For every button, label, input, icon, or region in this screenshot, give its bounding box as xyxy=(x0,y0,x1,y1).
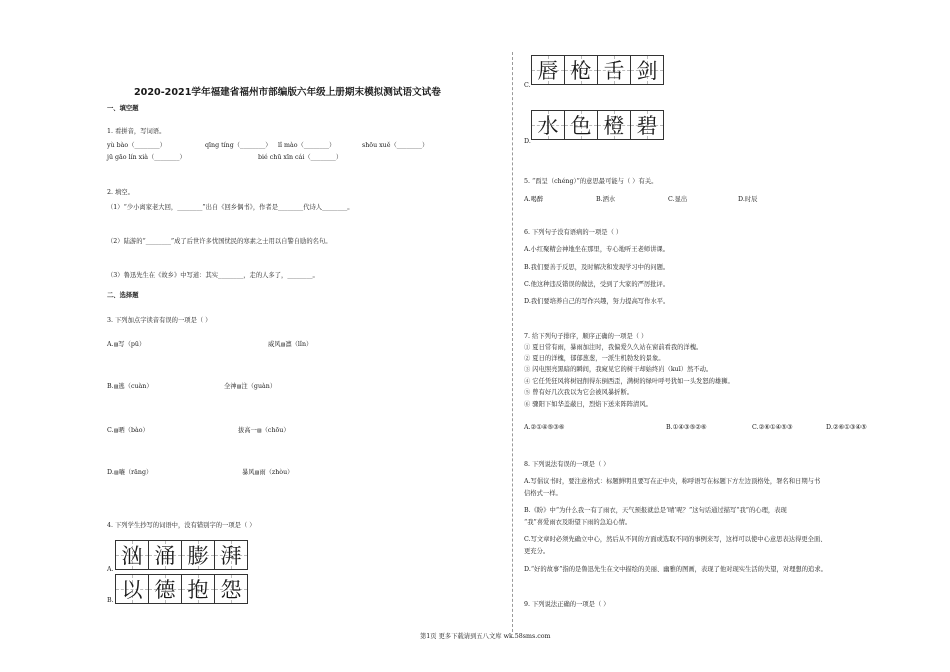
page-footer: 第1页 更多下载请到五八文库 wk.58sms.com xyxy=(420,633,551,640)
q5-option: B.洒水 xyxy=(596,196,616,203)
q1-item: bié chū xīn cái（________） xyxy=(258,154,343,161)
q6-option: A.小红聚精会神地坐在那里，专心地听王老师讲课。 xyxy=(524,246,670,253)
q5-option: C.显出 xyxy=(668,196,688,203)
q7-sentence: ② 夏日的洋槐，郁郁葱葱，一派生机勃发的景象。 xyxy=(524,355,665,362)
q3-option-a: A.▨写（pū） xyxy=(107,341,146,348)
q4-option-b-label: B. xyxy=(107,597,114,604)
q4-option-d-grid xyxy=(531,110,664,140)
hanzi-cell: 汹 xyxy=(116,541,149,569)
q2-sub-1: （1）“少小离家老大回，________”出自《回乡偶书》，作者是________代诗人________。 xyxy=(107,204,354,211)
q7-sentence: ⑥ 骤阳下如华盖蔽日，烈焰下送来阵阵清风。 xyxy=(524,401,652,408)
q4-option-a-label: A. xyxy=(107,566,114,573)
q3-option-d: D.▨嚷（rāng） xyxy=(107,469,153,476)
q1-item: shōu xuě（________） xyxy=(362,142,429,149)
q4-option-c-label: C. xyxy=(524,82,531,89)
q8-line: 更充分。 xyxy=(524,548,550,555)
hanzi-cell: 碧 xyxy=(631,111,663,139)
q7-stem: 7. 给下列句子排序，顺序正确的一项是（ ） xyxy=(524,333,648,340)
q3-option-d-pair: 暴风▨雨（zhòu） xyxy=(242,469,294,476)
q8-line: D.“好的故事”指的是鲁迅先生在文中描绘的美丽、幽雅的图画，表现了他对现实生活的失望，对理想的追求。 xyxy=(524,566,827,573)
hanzi-cell: 涌 xyxy=(149,541,182,569)
q7-option: C.②⑥①④⑤③ xyxy=(752,424,793,431)
hanzi-cell: 唇 xyxy=(532,56,565,84)
hanzi-cell: 色 xyxy=(565,111,598,139)
q6-option: C.他这种违反错误的做法，受到了大家的严厉批评。 xyxy=(524,281,670,288)
q8-line: A.写倡议书时，要注意格式：标题鲜明且要写在正中央，称呼语写在标题下方左边顶格处，署名和日期与书 xyxy=(524,478,821,485)
q8-stem: 8. 下列说法有误的一项是（ ） xyxy=(524,461,610,468)
q6-option: B.我们要善于反思，及时解决和发现学习中的问题。 xyxy=(524,264,670,271)
section-choice-heading: 二、选择题 xyxy=(107,292,139,299)
q7-sentence: ④ 它任凭狂风将树冠削得东倒西歪，满树的绿叶呼号犹如一头发怒的雄狮。 xyxy=(524,378,734,385)
q3-option-b: B.▨逃（cuàn） xyxy=(107,383,153,390)
q4-option-b-grid xyxy=(115,574,248,604)
q1-item: jū gāo lín xià（________） xyxy=(107,154,186,161)
q3-option-c-pair: 拔高一▨（chōu） xyxy=(238,427,290,434)
right-column xyxy=(524,0,886,672)
q8-line: 信格式一样。 xyxy=(524,490,562,497)
q2-sub-2: （2）陆游的“________”成了后世许多忧国忧民的寒素之士用以自警自励的名句。 xyxy=(107,238,332,245)
q4-stem: 4. 下列学生抄写的词语中，没有错别字的一项是（ ） xyxy=(107,522,256,529)
hanzi-cell: 橙 xyxy=(598,111,631,139)
q1-item: yù bào（________） xyxy=(107,142,166,149)
q6-stem: 6. 下列句子没有语病的一项是（ ） xyxy=(524,229,623,236)
page-title: 2020-2021学年福建省福州市部编版六年级上册期末模拟测试语文试卷 xyxy=(134,87,441,98)
q1-item: lǐ mào（________） xyxy=(278,142,336,149)
q8-line: C.写文章时必须先确立中心，然后从不同的方面或选取不同的事例来写，这样可以使中心意思表达得更全面、 xyxy=(524,536,827,543)
q8-line: B.《盼》中“为什么我一有了雨衣，天气预报就总是‘晴’呢？”这句话通过描写“我”的心理，表现 xyxy=(524,507,787,514)
hanzi-cell: 水 xyxy=(532,111,565,139)
q4-option-a-grid xyxy=(115,540,248,570)
left-column xyxy=(104,0,504,672)
q2-sub-3: （3）鲁迅先生在《故乡》中写道：其实________，走的人多了，________。 xyxy=(107,272,319,279)
q4-option-c-grid xyxy=(531,55,664,85)
hanzi-cell: 膨 xyxy=(182,541,215,569)
q2-stem: 2. 填空。 xyxy=(107,189,134,196)
hanzi-cell: 以 xyxy=(116,575,149,603)
hanzi-cell: 怨 xyxy=(215,575,247,603)
q3-option-a-pair: 威风▨凛（lǐn） xyxy=(268,341,313,348)
q1-stem: 1. 看拼音，写词语。 xyxy=(107,128,166,135)
q7-option: B.①④③⑤②⑥ xyxy=(666,424,707,431)
q7-option: A.②①④⑤③⑥ xyxy=(524,424,565,431)
q3-stem: 3. 下列加点字读音有误的一项是（ ） xyxy=(107,317,212,324)
q3-option-c: C.▨晒（bào） xyxy=(107,427,149,434)
q5-stem: 5. “酉呈（chéng）”的意思最可能与（ ）有关。 xyxy=(524,178,658,185)
section-fill-heading: 一、填空题 xyxy=(107,105,139,112)
q8-line: “我”喜爱雨衣及盼望下雨的急迫心情。 xyxy=(524,519,632,526)
q7-sentence: ③ 闪电照亮黑暗的瞬间，我窥见它的树干却始终岿（kuī）然不动。 xyxy=(524,366,713,373)
hanzi-cell: 剑 xyxy=(631,56,663,84)
column-divider xyxy=(512,52,513,632)
hanzi-cell: 舌 xyxy=(598,56,631,84)
q7-option: D.②⑥①③④⑤ xyxy=(826,424,867,431)
hanzi-cell: 湃 xyxy=(215,541,247,569)
q7-sentence: ① 夏日常有雨，暴雨加注时，我偏爱久久站在窗前看我的洋槐。 xyxy=(524,344,703,351)
q3-option-b-pair: 全神▨注（guàn） xyxy=(224,383,277,390)
q5-option: D.时辰 xyxy=(738,196,758,203)
q7-sentence: ⑤ 曾有好几次我以为它会被风暴折断。 xyxy=(524,389,634,396)
q9-stem: 9. 下列说法正确的一项是（ ） xyxy=(524,601,610,608)
q5-option: A.喝醉 xyxy=(524,196,544,203)
hanzi-cell: 枪 xyxy=(565,56,598,84)
hanzi-cell: 德 xyxy=(149,575,182,603)
q4-option-d-label: D. xyxy=(524,138,531,145)
q1-item: qīng tíng（________） xyxy=(205,142,272,149)
q6-option: D.我们要培养自己的写作兴趣，努力提高写作水平。 xyxy=(524,298,670,305)
hanzi-cell: 抱 xyxy=(182,575,215,603)
